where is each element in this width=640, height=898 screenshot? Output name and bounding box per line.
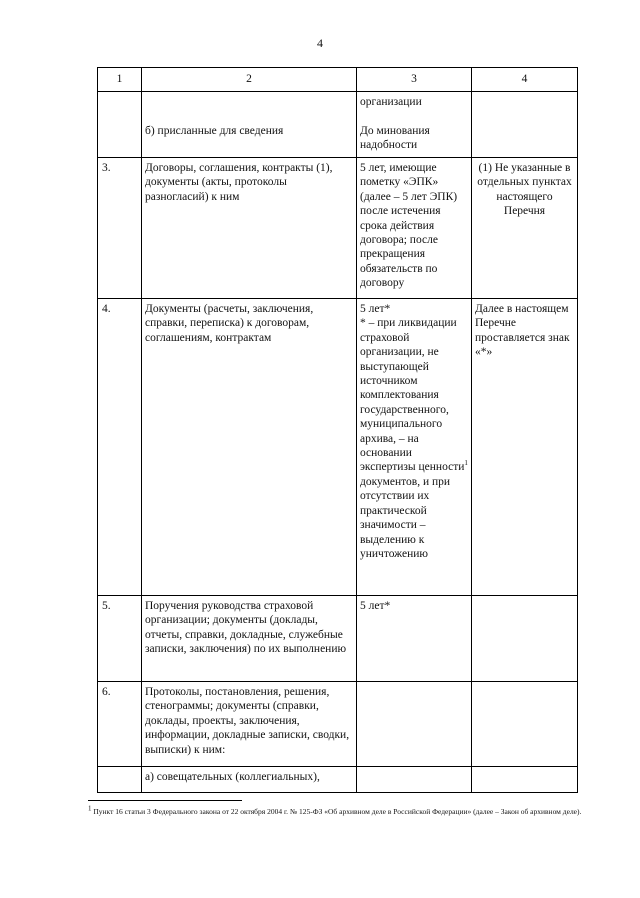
table-header-row [98, 68, 578, 92]
row-number: 4. [98, 299, 142, 596]
row-note [472, 682, 578, 767]
row-number: 5. [98, 596, 142, 682]
table-row [98, 682, 578, 767]
header-col-1: 1 [98, 68, 142, 92]
row-note: Далее в настоящем Перечне проставляется знак «*» [472, 299, 578, 596]
header-col-3: 3 [357, 68, 472, 92]
row-number [98, 767, 142, 793]
row-storage-term [357, 299, 472, 596]
row-storage-term: 5 лет, имеющие пометку «ЭПК» (далее – 5 лет ЭПК) после истечения срока действия договора; после прекращения обязательств по договору [357, 158, 472, 299]
row-description: Протоколы, постановления, решения, стенограммы; документы (справки, доклады, проекты, заключения, информации, докладные записки, сводки, выписки) к ним: [142, 682, 357, 767]
row-note [472, 92, 578, 158]
row-description: Договоры, соглашения, контракты (1), документы (акты, протоколы разногласий) к ним [142, 158, 357, 299]
footnote-text: Пункт 16 статьи 3 Федерального закона от 22 октября 2004 г. № 125-ФЗ «Об архивном деле в Российской Федерации» (далее – Закон об архивном деле). [93, 807, 582, 816]
row-description: Поручения руководства страховой организации; документы (доклады, отчеты, справки, докладные, служебные записки, заключения) по их выполнению [142, 596, 357, 682]
footnote-mark: 1 [88, 804, 92, 813]
row-storage-term [357, 682, 472, 767]
row-description-text: б) присланные для сведения [145, 124, 284, 137]
row-term-text: 5 лет* [360, 303, 391, 315]
row-term-detail [360, 316, 468, 561]
table-row [98, 92, 578, 158]
row-storage-term: 5 лет* [357, 596, 472, 682]
table-row [98, 158, 578, 299]
table-row [98, 767, 578, 793]
row-storage-term [357, 767, 472, 793]
row-description [142, 92, 357, 158]
row-term-text: До минования надобности [360, 124, 430, 152]
row-term-detail-b: документов, и при отсутствии их практической значимости – выделению к уничтожению [360, 475, 451, 560]
row-description: а) совещательных (коллегиальных), [142, 767, 357, 793]
row-description: Документы (расчеты, заключения, справки, переписка) к договорам, соглашениям, контрактам [142, 299, 357, 596]
row-number: 3. [98, 158, 142, 299]
row-note [472, 767, 578, 793]
table-row [98, 596, 578, 682]
records-table [97, 67, 578, 793]
row-number: 6. [98, 682, 142, 767]
page-number: 4 [317, 36, 323, 50]
header-col-2: 2 [142, 68, 357, 92]
row-number [98, 92, 142, 158]
table-row [98, 299, 578, 596]
row-storage-term [357, 92, 472, 158]
row-note: (1) Не указанные в отдельных пунктах настоящего Перечня [472, 158, 578, 299]
row-note [472, 596, 578, 682]
row-term-continued: организации [360, 96, 422, 108]
footnote-separator [88, 800, 242, 801]
footnote [88, 806, 583, 817]
footnote-ref: 1 [464, 459, 468, 468]
header-col-4: 4 [472, 68, 578, 92]
row-term-detail-a: * – при ликвидации страховой организации, не выступающей источником комплектования государственного, муниципального архива, – на основании экспертизы ценности [360, 317, 465, 474]
